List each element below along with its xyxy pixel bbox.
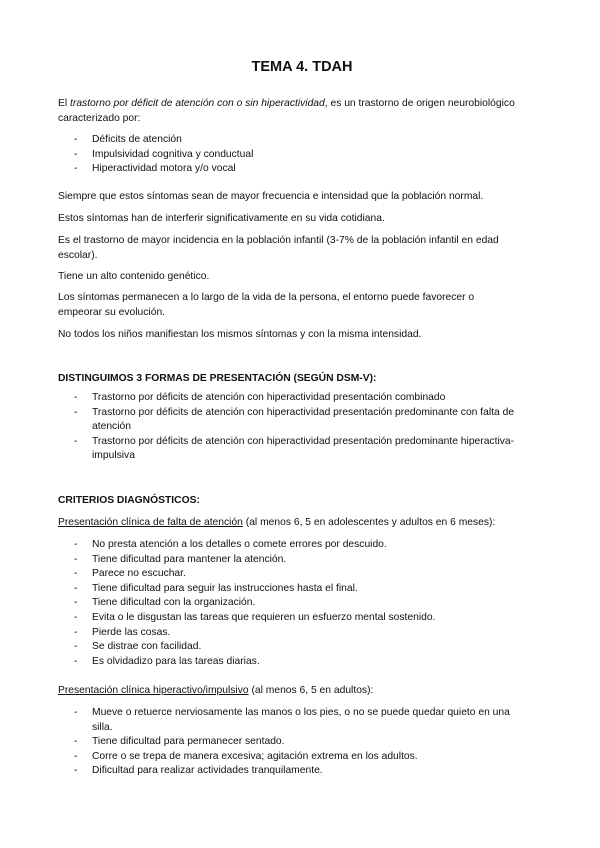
list-item [58, 655, 528, 670]
list-item [58, 764, 528, 779]
list-item-text: Dificultad para realizar actividades tranquilamente. [92, 765, 323, 777]
attention-subheading [58, 516, 542, 531]
bullet-dash: - [74, 406, 78, 418]
list-item [58, 567, 528, 582]
paragraph: Tiene un alto contenido genético. [58, 271, 210, 282]
page-title: TEMA 4. TDAH [251, 59, 353, 75]
list-item-text: Impulsividad cognitiva y conductual [92, 148, 254, 160]
hyperactive-label: Presentación clínica hiperactivo/impulsivo [58, 685, 249, 696]
list-item-text: Evita o le disgustan las tareas que requieren un esfuerzo mental sostenido. [92, 611, 436, 623]
bullet-dash: - [74, 611, 78, 623]
bullet-dash: - [74, 134, 78, 145]
paragraph: Siempre que estos síntomas sean de mayor frecuencia e intensidad que la población normal. [58, 191, 484, 202]
bullet-dash: - [74, 435, 78, 447]
list-item [58, 538, 528, 553]
list-item [58, 162, 528, 177]
list-item-text: Trastorno por déficits de atención con hiperactividad presentación combinado [92, 392, 446, 403]
list-item-text: Pierde las cosas. [92, 626, 171, 638]
attention-criteria-list [58, 538, 528, 669]
hyperactive-criteria-list [58, 706, 528, 779]
list-item [58, 435, 528, 464]
bullet-dash: - [74, 641, 78, 653]
list-item [58, 596, 528, 611]
list-item [58, 611, 528, 626]
list-item [58, 640, 528, 655]
list-item-text: Mueve o retuerce nerviosamente las manos o los pies, o no se puede quedar quieto en una silla. [92, 707, 510, 733]
list-item [58, 133, 528, 148]
bullet-dash: - [74, 392, 78, 403]
bullet-dash: - [74, 736, 78, 748]
bullet-dash: - [74, 707, 78, 718]
bullet-dash: - [74, 750, 78, 762]
list-item [58, 553, 528, 568]
criteria-heading: CRITERIOS DIAGNÓSTICOS: [58, 495, 200, 506]
forms-list [58, 391, 528, 464]
list-item-text: Corre o se trepa de manera excesiva; agitación extrema en los adultos. [92, 750, 418, 762]
intro-term: trastorno por déficit de atención con o sin hiperactividad [70, 98, 325, 109]
bullet-dash: - [74, 597, 78, 609]
list-item-text: No presta atención a los detalles o comete errores por descuido. [92, 539, 387, 550]
bullet-dash: - [74, 553, 78, 565]
bullet-dash: - [74, 568, 78, 580]
symptoms-list [58, 133, 528, 177]
list-item [58, 735, 528, 750]
list-item-text: Déficits de atención [92, 134, 182, 145]
paragraph: No todos los niños manifiestan los mismos síntomas y con la misma intensidad. [58, 329, 422, 340]
list-item [58, 148, 528, 163]
list-item [58, 750, 528, 765]
list-item-text: Tiene dificultad para mantener la atención. [92, 553, 287, 565]
paragraph: Es el trastorno de mayor incidencia en la población infantil (3-7% de la población infantil en edad escolar). [58, 235, 499, 261]
bullet-dash: - [74, 765, 78, 777]
intro-paragraph [58, 97, 542, 126]
list-item [58, 706, 528, 735]
paragraph: Estos síntomas han de interferir significativamente en su vida cotidiana. [58, 213, 385, 224]
hyperactive-subheading [58, 684, 542, 699]
intro-prefix: El [58, 98, 71, 109]
bullet-dash: - [74, 655, 78, 667]
list-item [58, 582, 528, 597]
list-item-text: Es olvidadizo para las tareas diarias. [92, 655, 260, 667]
intro-suffix: , es un trastorno de origen neurobiológico caracterizado por: [58, 98, 515, 124]
list-item-text: Tiene dificultad con la organización. [92, 597, 256, 609]
bullet-dash: - [74, 163, 78, 175]
list-item [58, 626, 528, 641]
attention-note: (al menos 6, 5 en adolescentes y adultos en 6 meses): [242, 517, 496, 528]
paragraph: Los síntomas permanecen a lo largo de la vida de la persona, el entorno puede favorecer o empeorar su evolución. [58, 292, 475, 318]
bullet-dash: - [74, 539, 78, 550]
list-item-text: Trastorno por déficits de atención con hiperactividad presentación predominante con falta de atención [92, 406, 515, 433]
list-item-text: Parece no escuchar. [92, 568, 186, 580]
hyperactive-note: (al menos 6, 5 en adultos): [248, 685, 374, 696]
list-item [58, 391, 528, 406]
list-item [58, 406, 528, 435]
attention-label: Presentación clínica de falta de atención [58, 517, 243, 528]
list-item-text: Se distrae con facilidad. [92, 641, 202, 653]
bullet-dash: - [74, 582, 78, 594]
bullet-dash: - [74, 626, 78, 638]
list-item-text: Trastorno por déficits de atención con hiperactividad presentación predominante hiperactiva-impulsiva [92, 435, 515, 462]
list-item-text: Tiene dificultad para permanecer sentado. [92, 736, 285, 748]
forms-heading: DISTINGUIMOS 3 FORMAS DE PRESENTACIÓN (SEGÚN DSM-V): [58, 373, 377, 384]
list-item-text: Tiene dificultad para seguir las instrucciones hasta el final. [92, 582, 358, 594]
list-item-text: Hiperactividad motora y/o vocal [92, 163, 236, 175]
bullet-dash: - [74, 148, 78, 160]
